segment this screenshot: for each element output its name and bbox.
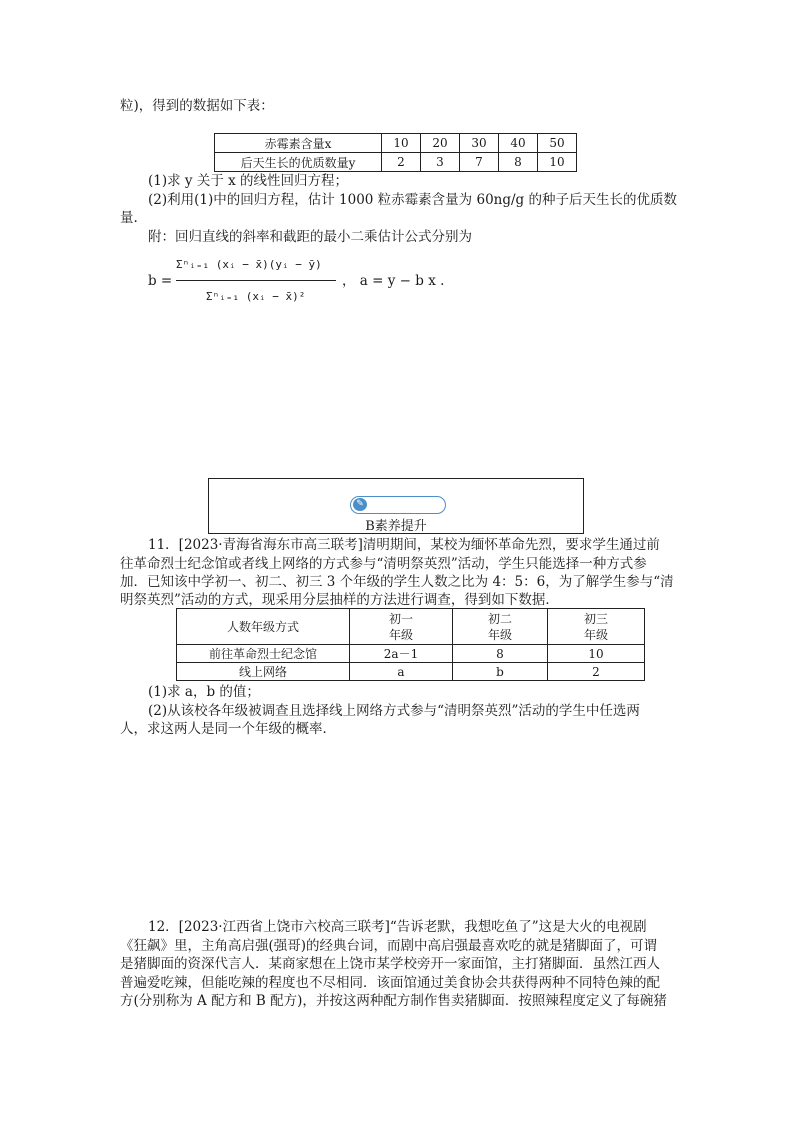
q12-line3: 是猪脚面的资深代言人．某商家想在上饶市某学校旁开一家面馆，主打猪脚面．虽然江西人 [120, 956, 660, 972]
fraction-bar [176, 280, 336, 281]
data-table-gibberellin [214, 133, 577, 172]
table-cell: 前往革命烈士纪念馆 [177, 645, 350, 663]
table-cell: 线上网络 [177, 663, 350, 681]
table-cell: 10 [538, 153, 577, 172]
formula-denominator: Σⁿᵢ₌₁ (xᵢ − x̄)² [206, 290, 306, 303]
table-cell: 30 [460, 134, 499, 153]
table-cell: 赤霉素含量x [215, 134, 382, 153]
intro-line: 粒)，得到的数据如下表： [120, 98, 274, 114]
q11-line3: 加．已知该中学初一、初二、初三 3 个年级的学生人数之比为 4：5：6，为了解学生参与“清 [120, 574, 674, 590]
q12-line2: 《狂飙》里，主角高启强(强哥)的经典台词，而剧中高启强最喜欢吃的就是猪脚面了，可谓 [120, 938, 658, 954]
section-banner [208, 478, 584, 534]
table-cell: 初三 年级 [548, 609, 645, 645]
formula-numerator: Σⁿᵢ₌₁ (xᵢ − x̄)(yᵢ − ȳ) [176, 258, 322, 271]
table-cell: 10 [548, 645, 645, 663]
table-cell: 2a－1 [350, 645, 453, 663]
table-cell: b [453, 663, 548, 681]
table-cell: a [350, 663, 453, 681]
table-row [215, 153, 577, 172]
q11-line2: 往革命烈士纪念馆或者线上网络的方式参与“清明祭英烈”活动，学生只能选择一种方式参 [120, 556, 647, 572]
q12-line1: 12．[2023·江西省上饶市六校高三联考]“告诉老默，我想吃鱼了”这是大火的电视剧 [148, 919, 647, 935]
table-row [177, 609, 645, 645]
q10-part2-line1: (2)利用(1)中的回归方程，估计 1000 粒赤霉素含量为 60ng/g 的种子后天生长的优质数 [148, 192, 677, 208]
q11-line1: 11．[2023·青海省海东市高三联考]清明期间，某校为缅怀革命先烈，要求学生通过前 [148, 537, 660, 553]
table-cell: 2 [548, 663, 645, 681]
table-row [215, 134, 577, 153]
q11-part2-line1: (2)从该校各年级被调查且选择线上网络方式参与“清明祭英烈”活动的学生中任选两 [148, 703, 640, 719]
data-table-participation [176, 608, 645, 681]
q10-part2-line2: 量. [120, 210, 138, 226]
q10-part1: (1)求 y 关于 x 的线性回归方程； [148, 173, 349, 189]
table-row [177, 663, 645, 681]
table-cell: 2 [382, 153, 421, 172]
banner-pill [350, 496, 446, 514]
table-cell: 初二 年级 [453, 609, 548, 645]
table-cell: 8 [453, 645, 548, 663]
table-cell: 后天生长的优质数量y [215, 153, 382, 172]
table-cell: 10 [382, 134, 421, 153]
table-cell: 3 [421, 153, 460, 172]
formula-a-hat: ， a = y − b x . [342, 273, 445, 289]
q12-line5: 方(分别称为 A 配方和 B 配方)，并按这两种配方制作售卖猪脚面．按照辣程度定义了每碗猪 [120, 993, 667, 1009]
table-cell: 40 [499, 134, 538, 153]
table-cell: 50 [538, 134, 577, 153]
pencil-icon: ✎ [353, 498, 367, 511]
table-cell: 人数年级方式 [177, 609, 350, 645]
formula-b-hat: b = [148, 273, 173, 289]
q10-note: 附：回归直线的斜率和截距的最小二乘估计公式分别为 [148, 229, 472, 245]
table-cell: 7 [460, 153, 499, 172]
table-row [177, 645, 645, 663]
banner-title: B素养提升 [365, 519, 427, 534]
table-cell: 20 [421, 134, 460, 153]
q11-part2-line2: 人，求这两人是同一个年级的概率． [120, 721, 336, 737]
table-cell: 初一 年级 [350, 609, 453, 645]
table-cell: 8 [499, 153, 538, 172]
q11-line4: 明祭英烈”活动的方式，现采用分层抽样的方法进行调查，得到如下数据． [120, 592, 559, 608]
q12-line4: 普遍爱吃辣，但能吃辣的程度也不尽相同．该面馆通过美食协会共获得两种不同特色辣的配 [120, 975, 660, 991]
q11-part1: (1)求 a，b 的值； [148, 684, 260, 700]
